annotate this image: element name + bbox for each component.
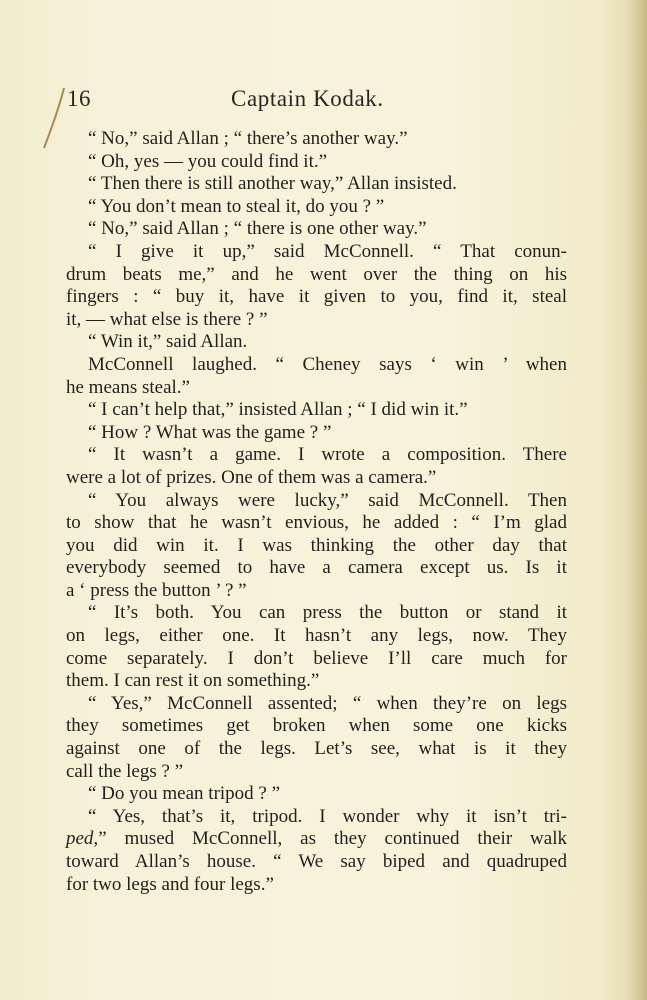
text-line-content: “ It’s both. You can press the button or stand it [88,602,567,624]
text-line [66,286,567,309]
page-edge-shadow [625,0,647,1000]
text-line-content: “ Yes,” McConnell assented; “ when they’re on legs [88,692,567,714]
text-line-content: “ You always were lucky,” said McConnell. Then [88,489,567,511]
text-line-content: “ Oh, yes — you could find it.” [88,150,328,172]
text-line-content: “ Do you mean tripod ? ” [88,783,281,805]
text-line-content: everybody seemed to have a camera except us. Is it [66,557,567,579]
text-line [66,512,567,535]
text-line [66,828,567,851]
body-text [66,128,567,896]
text-line [66,490,567,513]
text-line [66,874,567,897]
running-title: Captain Kodak. [231,86,384,111]
page-number: 16 [67,86,91,111]
text-line-content: he means steal.” [66,376,190,398]
text-line-content: they sometimes get broken when some one kicks [66,715,567,737]
text-line-content: were a lot of prizes. One of them was a camera.” [66,466,437,488]
text-line-content: “ No,” said Allan ; “ there is one other way.” [88,218,427,240]
text-line-content: fingers : “ buy it, have it given to you, find it, steal [66,286,567,308]
text-line-content: toward Allan’s house. “ We say biped and quadruped [66,851,567,872]
text-line-content: “ How ? What was the game ? ” [88,421,332,443]
text-line [66,467,567,490]
text-line [66,625,567,648]
text-line-content: “ Yes, that’s it, tripod. I wonder why it isn’t tri- [88,805,567,827]
text-line [66,715,567,738]
text-line [66,399,567,422]
italic-word: ped, [66,828,99,850]
text-line [66,648,567,671]
text-line-content: to show that he wasn’t envious, he added : “ I’m glad [66,512,567,534]
text-line [66,422,567,445]
text-line [66,761,567,784]
text-line [66,218,567,241]
text-line [66,151,567,174]
text-line [66,738,567,761]
text-line-content: “ No,” said Allan ; “ there’s another way.” [88,128,408,149]
text-line [66,241,567,264]
text-line [66,128,567,151]
text-line-content: you did win it. I was thinking the other day that [66,534,567,556]
text-line [66,444,567,467]
text-line [66,377,567,400]
text-line-content: against one of the legs. Let’s see, what is it they [66,738,567,760]
page-header [0,86,647,116]
text-line [66,196,567,219]
text-line-content: come separately. I don’t believe I’ll care much for [66,647,567,669]
text-line-content: “ I can’t help that,” insisted Allan ; “ I did win it.” [88,399,468,421]
text-line-content: “ I give it up,” said McConnell. “ That conun- [88,240,567,262]
text-line [66,264,567,287]
text-line-content: McConnell laughed. “ Cheney says ‘ win ’ when [88,353,567,375]
text-line [66,331,567,354]
text-line-content: “ Win it,” said Allan. [88,331,248,353]
text-line-content: a ‘ press the button ’ ? ” [66,579,247,601]
text-line [66,783,567,806]
text-line-content: ” mused McConnell, as they continued their walk [98,828,567,850]
text-line [66,354,567,377]
text-line-content: them. I can rest it on something.” [66,670,320,692]
text-line-content: it, — what else is there ? ” [66,308,268,330]
text-line-content: “ It wasn’t a game. I wrote a composition. There [88,444,567,466]
text-line-content: call the legs ? ” [66,760,184,782]
text-line-content: “ You don’t mean to steal it, do you ? ” [88,195,385,217]
text-line-content: “ Then there is still another way,” Allan insisted. [88,173,457,195]
text-line [66,806,567,829]
text-line [66,580,567,603]
text-line [66,851,567,874]
text-line [66,557,567,580]
text-line [66,693,567,716]
text-line [66,535,567,558]
text-line [66,173,567,196]
text-line-content: drum beats me,” and he went over the thing on his [66,263,567,285]
text-line [66,309,567,332]
text-line-content: on legs, either one. It hasn’t any legs, now. They [66,625,567,647]
text-line [66,602,567,625]
text-line-content: for two legs and four legs.” [66,873,274,895]
text-line [66,670,567,693]
